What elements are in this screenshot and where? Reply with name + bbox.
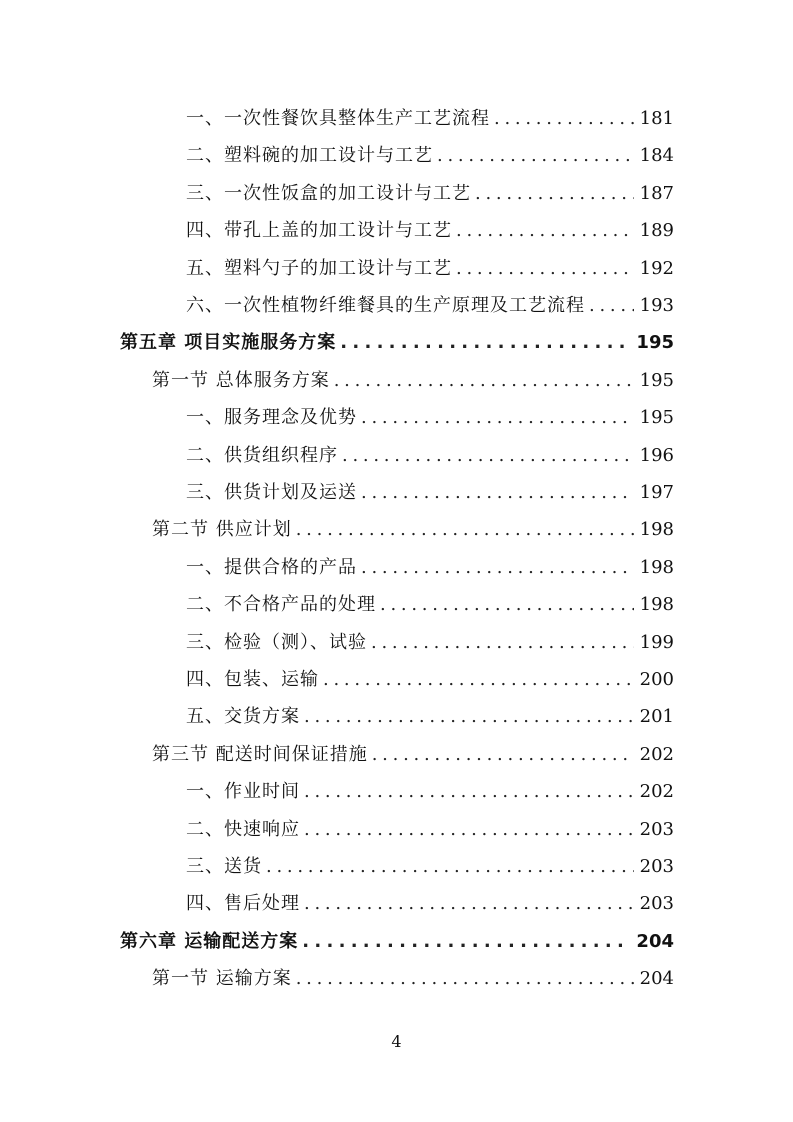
toc-entry-item[interactable]: [186, 773, 674, 810]
dot-leader: [323, 661, 634, 698]
dot-leader: [266, 848, 634, 885]
toc-entry-label: 一、一次性餐饮具整体生产工艺流程: [186, 108, 490, 129]
toc-entry-page: 196: [639, 444, 674, 466]
dot-leader: [371, 624, 634, 661]
toc-entry-label: 第六章 运输配送方案: [120, 930, 299, 952]
toc-entry-item[interactable]: [186, 661, 674, 698]
toc-entry-label: 第一节 总体服务方案: [152, 369, 330, 391]
toc-entry-label: 第五章 项目实施服务方案: [120, 332, 337, 354]
dot-leader: [296, 960, 634, 997]
toc-entry-label: 五、塑料勺子的加工设计与工艺: [186, 257, 452, 279]
toc-entry-page: 198: [639, 556, 674, 578]
toc-entry-page: 203: [639, 893, 674, 915]
toc-entry-label: 一、作业时间: [186, 781, 300, 803]
toc-entry-item[interactable]: [186, 474, 674, 511]
toc-entry-page: 195: [636, 332, 674, 354]
toc-entry-item[interactable]: [186, 250, 674, 287]
toc-entry-page: 181: [639, 108, 674, 129]
toc-entry-chapter[interactable]: [120, 324, 674, 361]
toc-entry-item[interactable]: [186, 212, 674, 249]
toc-entry-chapter[interactable]: [120, 923, 674, 960]
toc-entry-page: 200: [639, 669, 674, 690]
toc-entry-item[interactable]: [186, 811, 674, 848]
toc-entry-page: 192: [639, 257, 674, 279]
dot-leader: [340, 324, 630, 361]
toc-entry-item[interactable]: [186, 848, 674, 885]
toc-entry-page: 202: [639, 743, 674, 765]
toc-entry-page: 198: [639, 594, 674, 616]
toc-entry-item[interactable]: [186, 885, 674, 922]
toc-entry-page: 201: [639, 706, 674, 728]
toc-entry-label: 二、快速响应: [186, 818, 300, 840]
toc-entry-item[interactable]: [186, 287, 674, 324]
toc-entry-page: 204: [639, 968, 674, 990]
toc-entry-page: 195: [639, 407, 674, 429]
dot-leader: [437, 137, 634, 174]
dot-leader: [475, 175, 634, 212]
toc-entry-label: 三、一次性饭盒的加工设计与工艺: [186, 182, 471, 204]
dot-leader: [372, 736, 634, 773]
dot-leader: [342, 437, 634, 474]
toc-entry-label: 三、供货计划及运送: [186, 482, 357, 503]
toc-entry-label: 四、包装、运输: [186, 669, 319, 690]
toc-entry-page: 203: [639, 818, 674, 840]
toc-entry-item[interactable]: [186, 624, 674, 661]
dot-leader: [304, 811, 634, 848]
toc-entry-item[interactable]: [186, 100, 674, 137]
toc-entry-label: 第一节 运输方案: [152, 968, 292, 990]
toc-entry-section[interactable]: [152, 511, 674, 548]
dot-leader: [302, 923, 630, 960]
dot-leader: [589, 287, 634, 324]
dot-leader: [334, 362, 634, 399]
toc-entry-label: 二、塑料碗的加工设计与工艺: [186, 145, 433, 167]
toc-entry-page: 203: [639, 856, 674, 877]
toc-entry-label: 三、检验（测）、试验: [186, 631, 367, 653]
dot-leader: [361, 399, 634, 436]
toc-entry-page: 198: [639, 519, 674, 541]
toc-entry-label: 第三节 配送时间保证措施: [152, 743, 368, 765]
dot-leader: [456, 212, 634, 249]
toc-entry-section[interactable]: [152, 362, 674, 399]
toc-entry-label: 四、带孔上盖的加工设计与工艺: [186, 220, 452, 242]
dot-leader: [304, 698, 634, 735]
toc-entry-page: 199: [639, 631, 674, 653]
toc-entry-item[interactable]: [186, 175, 674, 212]
toc-entry-label: 一、服务理念及优势: [186, 407, 357, 429]
dot-leader: [361, 549, 634, 586]
toc-entry-item[interactable]: [186, 137, 674, 174]
dot-leader: [296, 511, 634, 548]
toc-entry-page: 195: [639, 369, 674, 391]
toc-entry-label: 一、提供合格的产品: [186, 556, 357, 578]
toc-entry-label: 四、售后处理: [186, 893, 300, 915]
toc-entry-page: 184: [639, 145, 674, 167]
dot-leader: [494, 100, 634, 137]
toc-entry-page: 187: [639, 182, 674, 204]
dot-leader: [361, 474, 634, 511]
toc-entry-page: 204: [636, 930, 674, 952]
toc-entry-section[interactable]: [152, 736, 674, 773]
toc-entry-label: 六、一次性植物纤维餐具的生产原理及工艺流程: [186, 295, 585, 316]
toc-entry-page: 202: [639, 781, 674, 803]
toc-entry-label: 五、交货方案: [186, 706, 300, 728]
toc-entry-label: 三、送货: [186, 856, 262, 877]
dot-leader: [456, 250, 634, 287]
toc-entry-label: 二、不合格产品的处理: [186, 594, 376, 616]
toc-entry-item[interactable]: [186, 586, 674, 623]
toc-entry-item[interactable]: [186, 698, 674, 735]
toc-entry-item[interactable]: [186, 549, 674, 586]
page-number: 4: [391, 1032, 402, 1051]
dot-leader: [304, 885, 634, 922]
toc-entry-item[interactable]: [186, 399, 674, 436]
dot-leader: [380, 586, 634, 623]
dot-leader: [304, 773, 634, 810]
toc-entry-page: 189: [639, 220, 674, 242]
toc-entry-page: 197: [639, 482, 674, 503]
toc-entry-label: 第二节 供应计划: [152, 519, 292, 541]
toc-entry-page: 193: [639, 295, 674, 316]
toc-entry-item[interactable]: [186, 437, 674, 474]
toc-entry-section[interactable]: [152, 960, 674, 997]
toc-entry-label: 二、供货组织程序: [186, 444, 338, 466]
